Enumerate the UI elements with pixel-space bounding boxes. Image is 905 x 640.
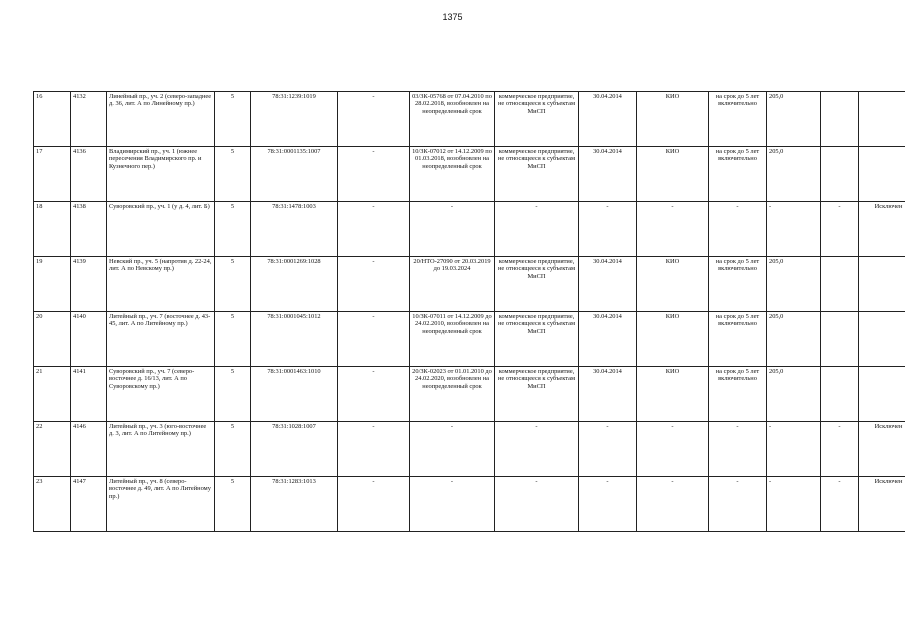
tenant-type: коммерческое предприятие, не относящееся к субъектам МиСП [495, 367, 579, 422]
address: Владимирский пр., уч. 1 (южнее пересечения Владимирского пр. и Кузнечного пер.) [107, 147, 215, 202]
decision-date: - [579, 477, 637, 532]
object-id: 4132 [71, 92, 107, 147]
contract-info: 10/ЗК-07011 от 14.12.2009 до 24.02.2010, возобновлен на неопределенный срок [410, 312, 495, 367]
contract-info: - [410, 477, 495, 532]
empty-cell: - [821, 477, 859, 532]
authority: КИО [637, 367, 709, 422]
zone-code: 5 [215, 147, 251, 202]
tenant-type: коммерческое предприятие, не относящееся к субъектам МиСП [495, 147, 579, 202]
empty-cell: - [821, 422, 859, 477]
status-note [859, 367, 905, 422]
tenant-type: коммерческое предприятие, не относящееся к субъектам МиСП [495, 312, 579, 367]
object-id: 4147 [71, 477, 107, 532]
table-row [34, 257, 905, 312]
empty-cell [821, 367, 859, 422]
zone-code: 5 [215, 202, 251, 257]
object-id: 4141 [71, 367, 107, 422]
page-number: 1375 [442, 12, 463, 22]
address: Суворовский пр., уч. 1 (у д. 4, лит. Б) [107, 202, 215, 257]
cadastral-number: 78:31:1478:1003 [251, 202, 338, 257]
object-id: 4146 [71, 422, 107, 477]
address: Линейный пр., уч. 2 (северо-западнее д. 36, лит. А по Линейному пр.) [107, 92, 215, 147]
authority: КИО [637, 92, 709, 147]
row-number: 20 [34, 312, 71, 367]
lease-term: на срок до 5 лет включительно [709, 367, 767, 422]
zone-code: 5 [215, 312, 251, 367]
authority: КИО [637, 147, 709, 202]
cadastral-number: 78:31:0001135:1007 [251, 147, 338, 202]
empty-cell [821, 92, 859, 147]
cadastral-number: 78:31:0001463:1010 [251, 367, 338, 422]
area-value: - [767, 477, 821, 532]
table-row [34, 477, 905, 532]
dash-cell: - [338, 202, 410, 257]
table-row [34, 367, 905, 422]
zone-code: 5 [215, 477, 251, 532]
empty-cell [821, 312, 859, 367]
zone-code: 5 [215, 257, 251, 312]
tenant-type: коммерческое предприятие, не относящееся к субъектам МиСП [495, 92, 579, 147]
table-row [34, 92, 905, 147]
address: Литейный пр., уч. 7 (восточнее д. 43-45, лит. А по Литейному пр.) [107, 312, 215, 367]
area-value: 205,0 [767, 367, 821, 422]
status-note [859, 147, 905, 202]
row-number: 17 [34, 147, 71, 202]
row-number: 21 [34, 367, 71, 422]
contract-info: 20/НТО-27090 от 20.03.2019 до 19.03.2024 [410, 257, 495, 312]
status-note: Исключен [859, 202, 905, 257]
lease-term: - [709, 422, 767, 477]
object-id: 4139 [71, 257, 107, 312]
dash-cell: - [338, 477, 410, 532]
dash-cell: - [338, 92, 410, 147]
dash-cell: - [338, 312, 410, 367]
contract-info: 20/ЗК-02023 от 01.01.2010 до 24.02.2020, возобновлен на неопределенный срок [410, 367, 495, 422]
dash-cell: - [338, 147, 410, 202]
status-note [859, 312, 905, 367]
empty-cell [821, 147, 859, 202]
authority: КИО [637, 257, 709, 312]
contract-info: 03/ЗК-05768 от 07.04.2010 по 28.02.2018, возобновлен на неопределенный срок [410, 92, 495, 147]
address: Литейный пр., уч. 8 (северо-восточнее д. 49, лит. А по Литейному пр.) [107, 477, 215, 532]
lease-term: на срок до 5 лет включительно [709, 92, 767, 147]
dash-cell: - [338, 422, 410, 477]
address: Литейный пр., уч. 3 (юго-восточнее д. 3, лит. А по Литейному пр.) [107, 422, 215, 477]
cadastral-number: 78:31:1028:1007 [251, 422, 338, 477]
table-row [34, 202, 905, 257]
row-number: 23 [34, 477, 71, 532]
status-note: Исключен [859, 422, 905, 477]
authority: КИО [637, 312, 709, 367]
area-value: 205,0 [767, 92, 821, 147]
cadastral-number: 78:31:0001045:1012 [251, 312, 338, 367]
area-value: - [767, 422, 821, 477]
zone-code: 5 [215, 92, 251, 147]
row-number: 18 [34, 202, 71, 257]
decision-date: 30.04.2014 [579, 92, 637, 147]
row-number: 16 [34, 92, 71, 147]
zone-code: 5 [215, 367, 251, 422]
address: Невский пр., уч. 5 (напротив д. 22-24, лит. А по Невскому пр.) [107, 257, 215, 312]
decision-date: - [579, 422, 637, 477]
status-note: Исключен [859, 477, 905, 532]
lease-term: на срок до 5 лет включительно [709, 312, 767, 367]
table-row [34, 147, 905, 202]
status-note [859, 257, 905, 312]
tenant-type: - [495, 202, 579, 257]
decision-date: 30.04.2014 [579, 147, 637, 202]
authority: - [637, 477, 709, 532]
area-value: 205,0 [767, 257, 821, 312]
empty-cell: - [821, 202, 859, 257]
object-id: 4140 [71, 312, 107, 367]
address: Суворовский пр., уч. 7 (северо-восточнее д. 16/13, лит. А по Суворовскому пр.) [107, 367, 215, 422]
tenant-type: - [495, 422, 579, 477]
area-value: 205,0 [767, 147, 821, 202]
contract-info: 10/ЗК-07012 от 14.12.2009 по 01.03.2018, возобновлен на неопределенный срок [410, 147, 495, 202]
cadastral-number: 78:31:1283:1013 [251, 477, 338, 532]
lease-term: на срок до 5 лет включительно [709, 147, 767, 202]
status-note [859, 92, 905, 147]
area-value: 205,0 [767, 312, 821, 367]
cadastral-number: 78:31:0001269:1028 [251, 257, 338, 312]
authority: - [637, 422, 709, 477]
table-row [34, 312, 905, 367]
object-id: 4138 [71, 202, 107, 257]
row-number: 22 [34, 422, 71, 477]
decision-date: 30.04.2014 [579, 257, 637, 312]
zone-code: 5 [215, 422, 251, 477]
cadastral-number: 78:31:1239:1019 [251, 92, 338, 147]
area-value: - [767, 202, 821, 257]
tenant-type: коммерческое предприятие, не относящееся к субъектам МиСП [495, 257, 579, 312]
table-row [34, 422, 905, 477]
empty-cell [821, 257, 859, 312]
decision-date: 30.04.2014 [579, 312, 637, 367]
register-table [33, 91, 905, 532]
contract-info: - [410, 202, 495, 257]
lease-term: на срок до 5 лет включительно [709, 257, 767, 312]
object-id: 4136 [71, 147, 107, 202]
dash-cell: - [338, 257, 410, 312]
authority: - [637, 202, 709, 257]
decision-date: 30.04.2014 [579, 367, 637, 422]
dash-cell: - [338, 367, 410, 422]
row-number: 19 [34, 257, 71, 312]
lease-term: - [709, 202, 767, 257]
decision-date: - [579, 202, 637, 257]
tenant-type: - [495, 477, 579, 532]
contract-info: - [410, 422, 495, 477]
lease-term: - [709, 477, 767, 532]
